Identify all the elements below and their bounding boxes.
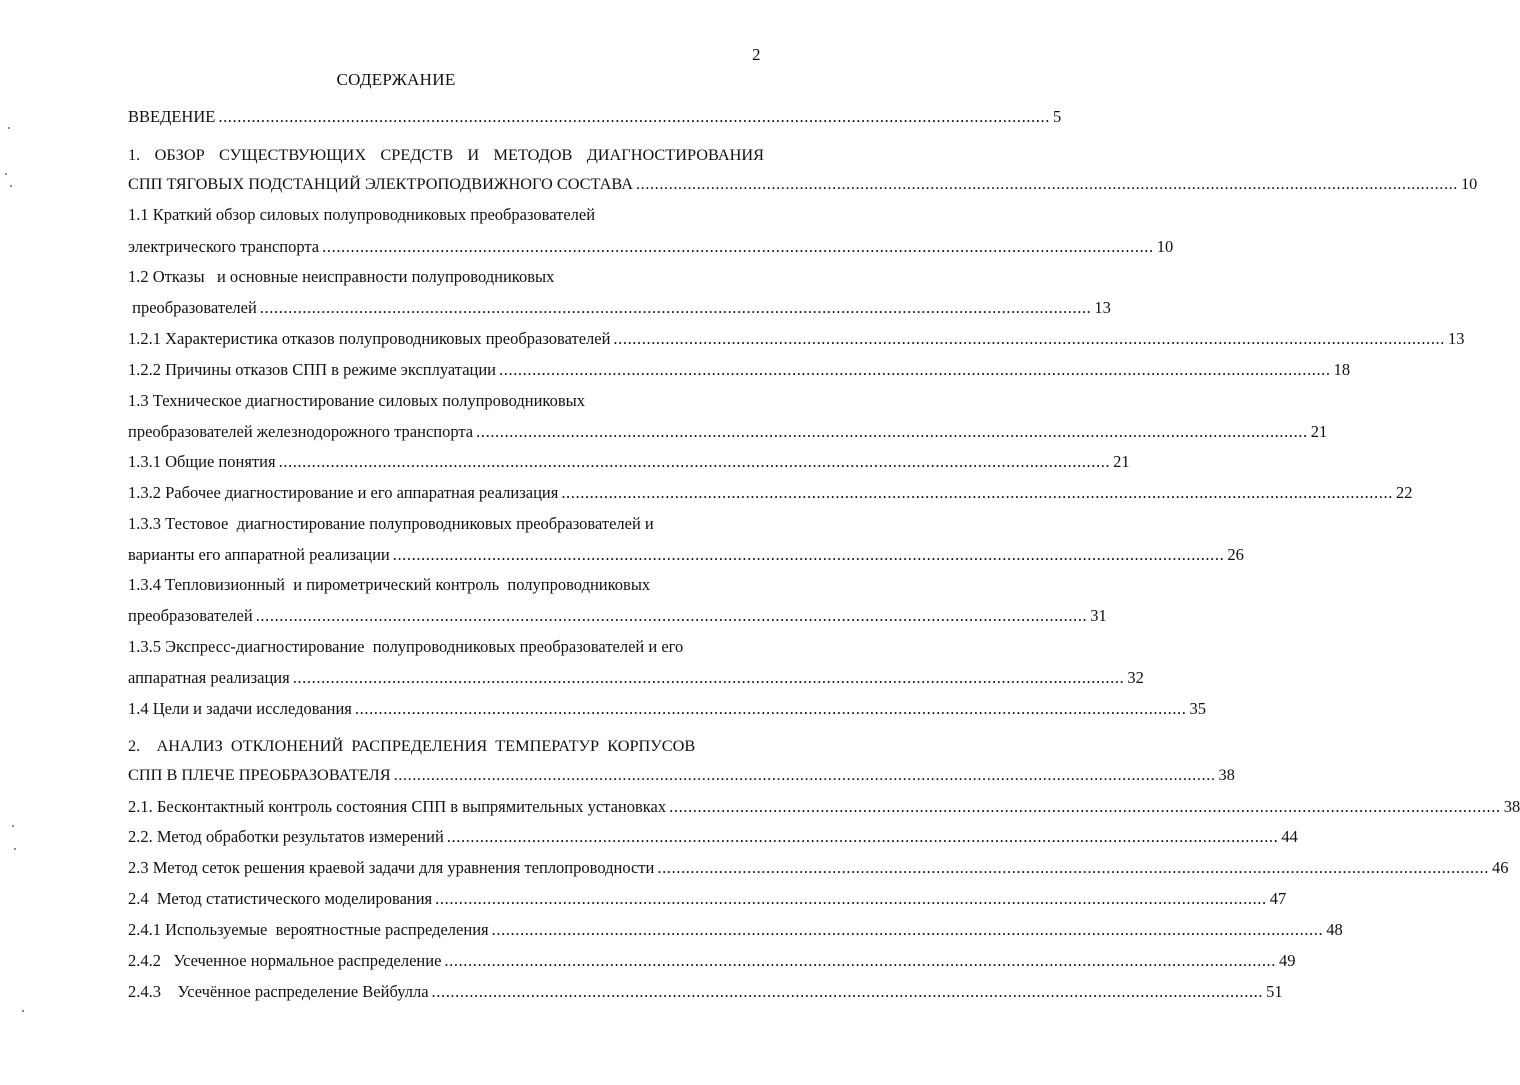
toc-entry: 1.3 Техническое диагностирование силовых полупроводниковых: [128, 391, 585, 410]
scan-speck: [14, 848, 16, 850]
page-number: 2: [752, 45, 761, 64]
heading-word: СРЕДСТВ: [380, 145, 454, 164]
scan-speck: [5, 173, 7, 175]
toc-entry: СПП ТЯГОВЫХ ПОДСТАНЦИЙ ЭЛЕКТРОПОДВИЖНОГО СОСТАВА ................................................................................................................................................................................ 10: [128, 174, 1478, 193]
toc-entry: 1.1 Краткий обзор силовых полупроводниковых преобразователей: [128, 205, 596, 224]
toc-entry: СПП В ПЛЕЧЕ ПРЕОБРАЗОВАТЕЛЯ ................................................................................................................................................................................ 38: [128, 765, 1235, 784]
heading-word: И: [467, 145, 480, 164]
toc-entry: 1.2 Отказы и основные неисправности полупроводниковых: [128, 267, 555, 286]
toc-entry: 2.1. Бесконтактный контроль состояния СПП в выпрямительных установках ................................................................................................................................................................................ 38: [128, 797, 1520, 816]
toc-entry: 2.3 Метод сеток решения краевой задачи для уравнения теплопроводности ................................................................................................................................................................................ 46: [128, 858, 1509, 877]
toc-entry: 2.4.3 Усечённое распределение Вейбулла ................................................................................................................................................................................ 51: [128, 982, 1283, 1001]
heading-word: МЕТОДОВ: [493, 145, 573, 164]
toc-entry: аппаратная реализация ................................................................................................................................................................................ 32: [128, 668, 1144, 687]
toc-entry: [128, 144, 764, 166]
scan-speck: [22, 1010, 24, 1012]
toc-entry: 1.3.4 Тепловизионный и пирометрический контроль полупроводниковых: [128, 575, 651, 594]
toc-entry: 2.4.2 Усеченное нормальное распределение ................................................................................................................................................................................ 49: [128, 951, 1296, 970]
heading-word: ДИАГНОСТИРОВАНИЯ: [586, 145, 764, 164]
toc-entry: 1.3.1 Общие понятия ................................................................................................................................................................................ 21: [128, 452, 1130, 471]
toc-entry: преобразователей ................................................................................................................................................................................ 31: [128, 606, 1107, 625]
toc-entry: 1.4 Цели и задачи исследования ................................................................................................................................................................................ 35: [128, 699, 1207, 718]
toc-entry: ВВЕДЕНИЕ ................................................................................................................................................................................ 5: [128, 107, 1062, 126]
scan-speck: [12, 825, 14, 827]
toc-entry: 1.2.2 Причины отказов СПП в режиме эксплуатации ................................................................................................................................................................................ 18: [128, 360, 1351, 379]
toc-entry: 1.3.5 Экспресс-диагностирование полупроводниковых преобразователей и его: [128, 637, 684, 656]
toc-entry: 1.2.1 Характеристика отказов полупроводниковых преобразователей ................................................................................................................................................................................ 13: [128, 329, 1465, 348]
toc-entry: преобразователей ................................................................................................................................................................................ 13: [128, 298, 1111, 317]
scan-speck: [8, 127, 10, 129]
toc-entry: 1.3.3 Тестовое диагностирование полупроводниковых преобразователей и: [128, 514, 654, 533]
heading-word: 1.: [128, 145, 141, 164]
toc-entry: 2. АНАЛИЗ ОТКЛОНЕНИЙ РАСПРЕДЕЛЕНИЯ ТЕМПЕРАТУР КОРПУСОВ: [128, 736, 696, 755]
scan-speck: [10, 185, 12, 187]
heading-word: СУЩЕСТВУЮЩИХ: [218, 145, 367, 164]
toc-entry: 2.4.1 Используемые вероятностные распределения ................................................................................................................................................................................ 48: [128, 920, 1343, 939]
toc-entry: преобразователей железнодорожного транспорта ................................................................................................................................................................................ 21: [128, 422, 1328, 441]
toc-entry: 2.4 Метод статистического моделирования ................................................................................................................................................................................ 47: [128, 889, 1287, 908]
toc-title: СОДЕРЖАНИЕ: [336, 70, 456, 89]
toc-entry: электрического транспорта ................................................................................................................................................................................ 10: [128, 237, 1174, 256]
toc-entry: варианты его аппаратной реализации ................................................................................................................................................................................ 26: [128, 545, 1244, 564]
toc-entry: 1.3.2 Рабочее диагностирование и его аппаратная реализация ................................................................................................................................................................................ 22: [128, 483, 1413, 502]
toc-entry: 2.2. Метод обработки результатов измерений ................................................................................................................................................................................ 44: [128, 827, 1298, 846]
heading-word: ОБЗОР: [154, 145, 205, 164]
